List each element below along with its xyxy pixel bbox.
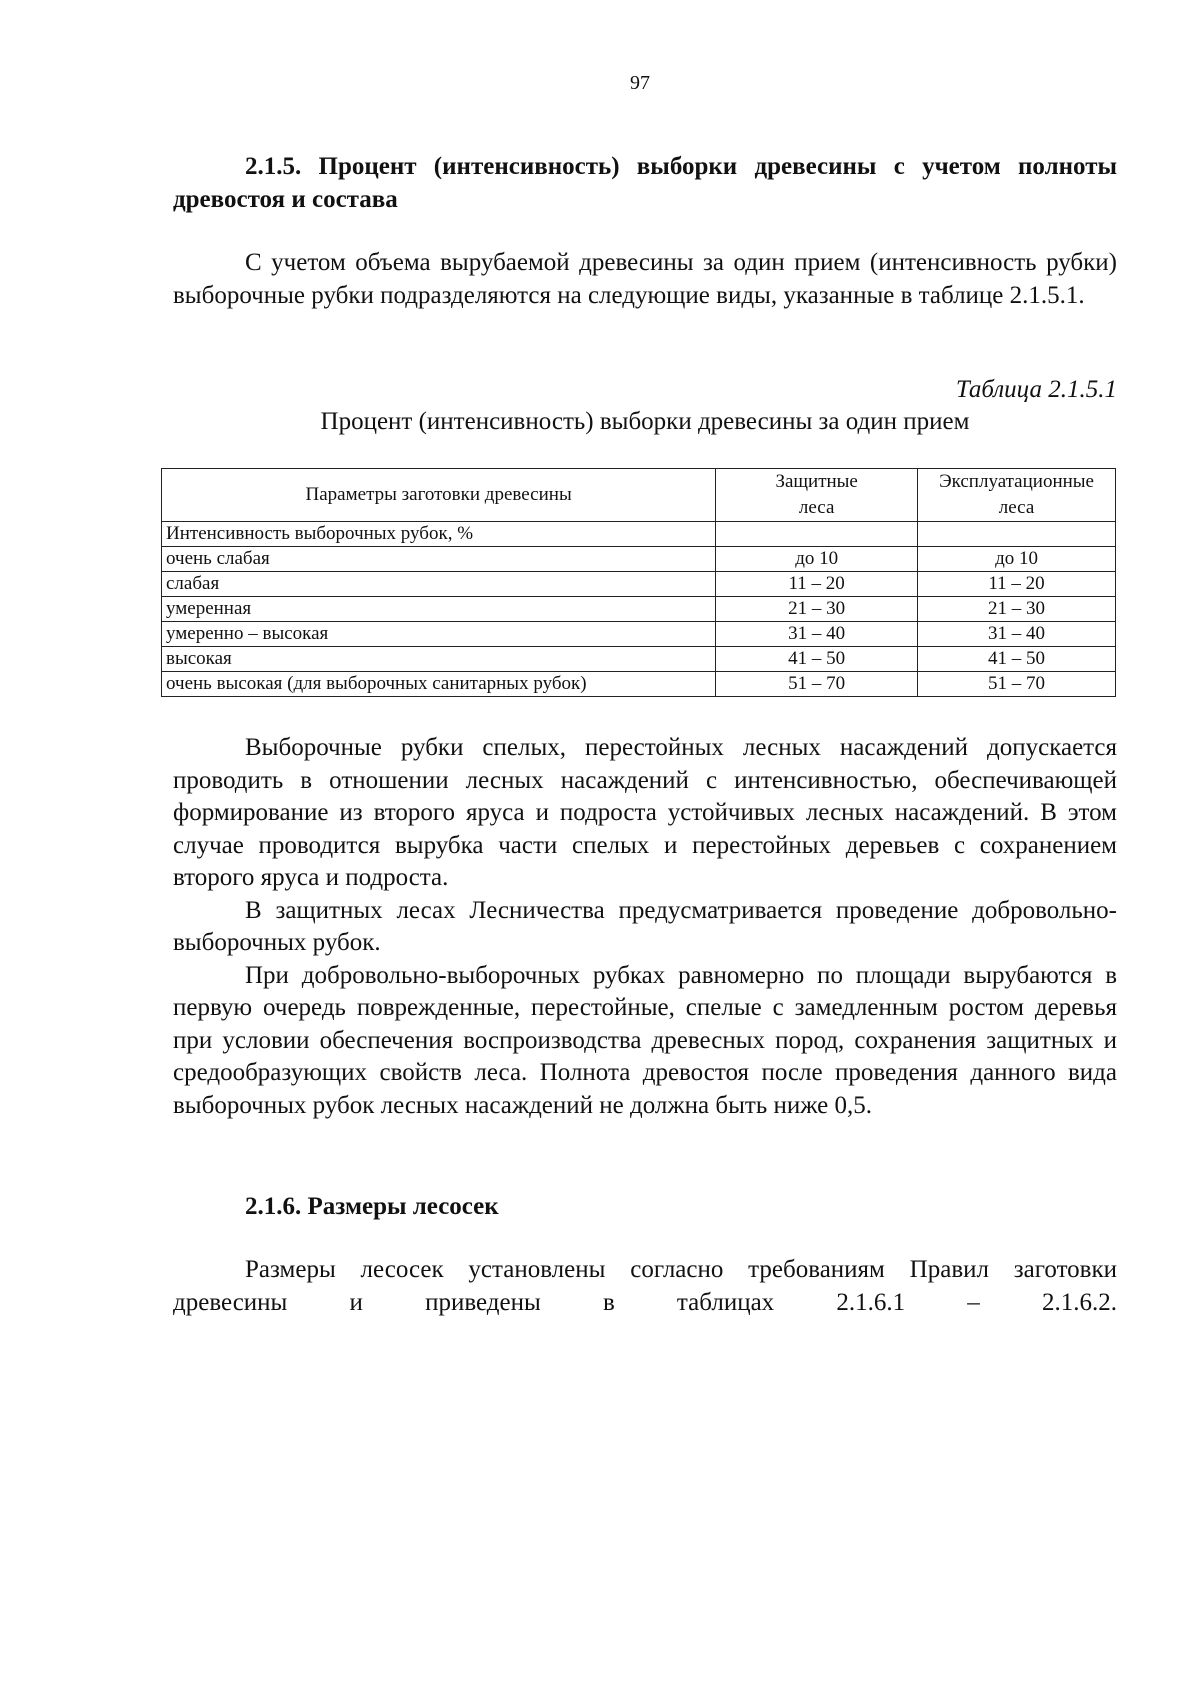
table-container — [161, 468, 1116, 697]
cell-param: слабая — [162, 572, 716, 597]
cell-exploitation: до 10 — [918, 547, 1116, 572]
cell-protective: 41 – 50 — [716, 647, 918, 672]
cell-exploitation: 31 – 40 — [918, 622, 1116, 647]
cell-exploitation: 41 – 50 — [918, 647, 1116, 672]
table-row — [162, 547, 1116, 572]
cell-param: очень высокая (для выборочных санитарных рубок) — [162, 672, 716, 697]
cell-param: умеренно – высокая — [162, 622, 716, 647]
cell-param: очень слабая — [162, 547, 716, 572]
page-number: 97 — [630, 72, 650, 94]
cell-param: высокая — [162, 647, 716, 672]
section-heading-2-1-5: 2.1.5. Процент (интенсивность) выборки древесины с учетом полноты древостоя и состава — [173, 153, 1117, 213]
cell-exploitation: 21 – 30 — [918, 597, 1116, 622]
cell-protective: 51 – 70 — [716, 672, 918, 697]
cell-protective — [716, 522, 918, 547]
table-label: Таблица 2.1.5.1 — [955, 376, 1117, 403]
body-paragraph: При добровольно-выборочных рубках равномерно по площади вырубаются в первую очередь поврежденные, перестойные, спелые с замедленным ростом деревья при условии обеспечения воспроизводства древесных пород, сохранения защитных и средообразующих свойств леса. Полнота древостоя после проведения данного вида выборочных рубок лесных насаждений не должна быть ниже 0,5. — [173, 961, 1117, 1119]
header-protective: Защитные леса — [716, 469, 918, 522]
cell-exploitation: 11 – 20 — [918, 572, 1116, 597]
cell-param: умеренная — [162, 597, 716, 622]
table-row — [162, 647, 1116, 672]
cell-protective: 31 – 40 — [716, 622, 918, 647]
table-row — [162, 672, 1116, 697]
section-2-1-6 — [173, 1190, 1117, 1319]
cell-protective: до 10 — [716, 547, 918, 572]
cell-protective: 21 – 30 — [716, 597, 918, 622]
section-2-1-6-paragraph: Размеры лесосек установлены согласно требованиям Правил заготовки древесины и приведены в таблицах 2.1.6.1 – 2.1.6.2. — [173, 1256, 1117, 1316]
header-param: Параметры заготовки древесины — [162, 469, 716, 522]
table-row — [162, 522, 1116, 547]
table-header-row — [162, 469, 1116, 522]
cell-protective: 11 – 20 — [716, 572, 918, 597]
table-caption — [173, 374, 1117, 438]
cell-exploitation — [918, 522, 1116, 547]
table-row — [162, 572, 1116, 597]
section-heading-2-1-6: 2.1.6. Размеры лесосек — [245, 1193, 499, 1220]
body-paragraph: Выборочные рубки спелых, перестойных лесных насаждений допускается проводить в отношении лесных насаждений с интенсивностью, обеспечивающей формирование из второго яруса и подроста устойчивых лесных насаждений. В этом случае проводится вырубка части спелых и перестойных деревьев с сохранением второго яруса и подроста. — [173, 734, 1117, 891]
header-exploitation: Эксплуатационные леса — [918, 469, 1116, 522]
section-2-1-5 — [173, 150, 1117, 312]
intensity-table — [161, 468, 1116, 697]
body-text — [173, 732, 1117, 1122]
table-row — [162, 622, 1116, 647]
cell-exploitation: 51 – 70 — [918, 672, 1116, 697]
cell-param: Интенсивность выборочных рубок, % — [162, 522, 716, 547]
body-paragraph: В защитных лесах Лесничества предусматривается проведение добровольно-выборочных рубок. — [173, 896, 1117, 956]
intro-paragraph: С учетом объема вырубаемой древесины за один прием (интенсивность рубки) выборочные рубки подразделяются на следующие виды, указанные в таблице 2.1.5.1. — [173, 249, 1117, 309]
table-title: Процент (интенсивность) выборки древесины за один прием — [320, 408, 970, 435]
table-row — [162, 597, 1116, 622]
